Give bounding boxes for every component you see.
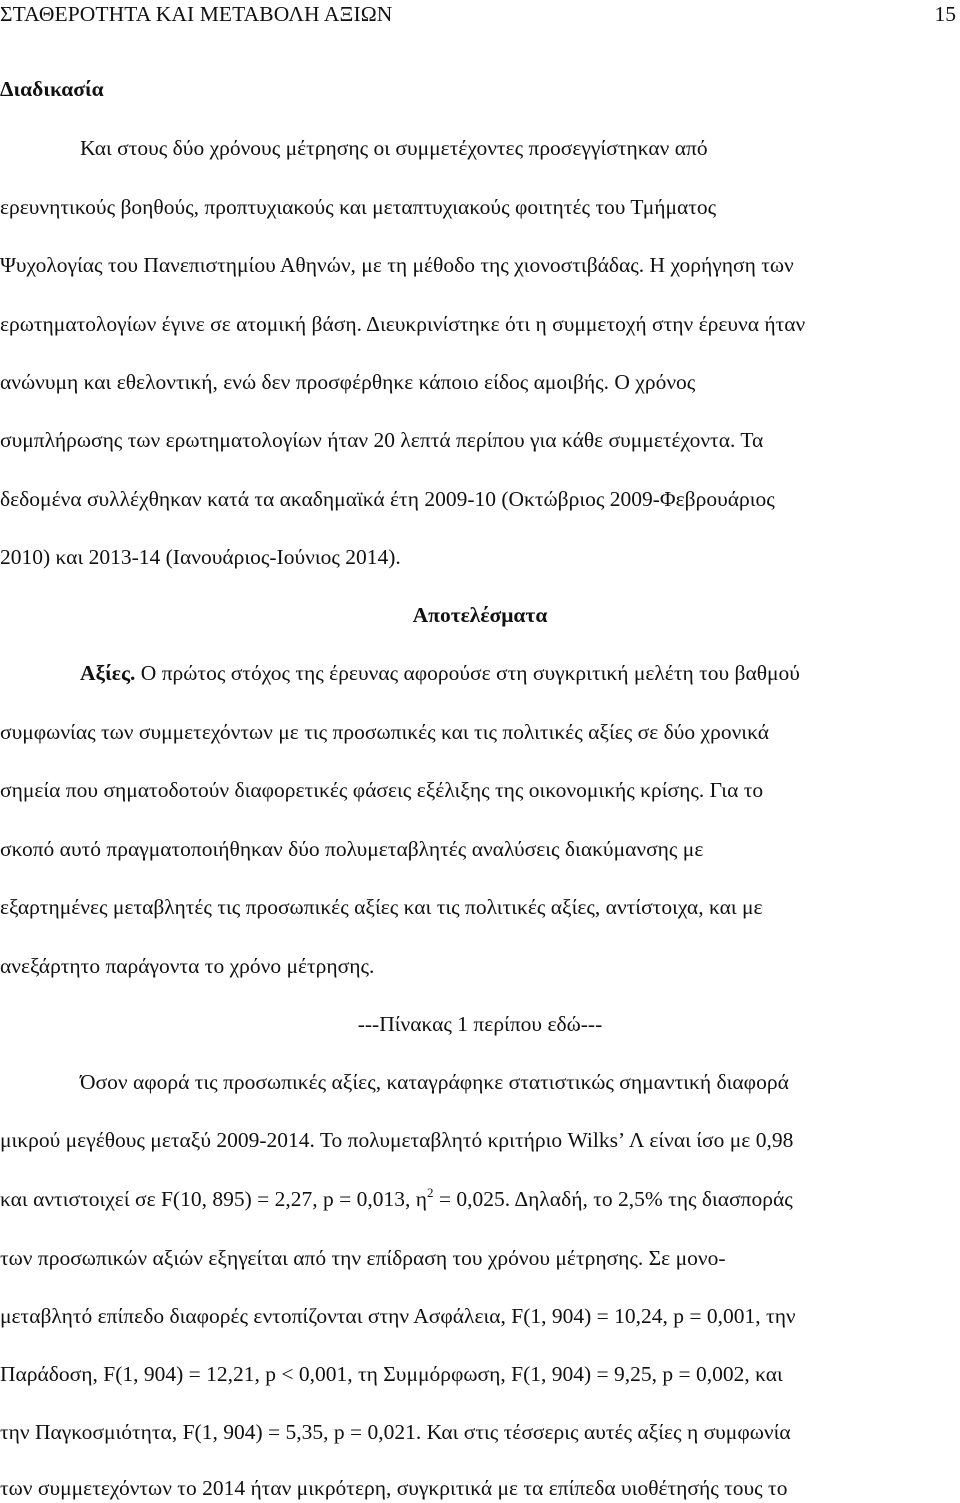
table-placeholder: ---Πίνακας 1 περίπου εδώ--- bbox=[357, 1012, 603, 1036]
closing-line: την Παγκοσμιότητα, F(1, 904) = 5,35, p = 0,021. Και στις τέσσερις αυτές αξίες η συμφωνία bbox=[0, 1420, 791, 1444]
values-line: ανεξάρτητο παράγοντα το χρόνο μέτρησης. bbox=[0, 954, 375, 978]
closing-line: Παράδοση, F(1, 904) = 12,21, p < 0,001, τη Συμμόρφωση, F(1, 904) = 9,25, p = 0,002, και bbox=[0, 1362, 783, 1386]
running-title: ΣΤΑΘΕΡΟΤΗΤΑ ΚΑΙ ΜΕΤΑΒΟΛΗ ΑΞΙΩΝ bbox=[0, 2, 393, 26]
procedure-heading: Διαδικασία bbox=[0, 77, 104, 101]
values-line: εξαρτημένες μεταβλητές τις προσωπικές αξίες και τις πολιτικές αξίες, αντίστοιχα, και με bbox=[0, 895, 763, 919]
values-line: σημεία που σηματοδοτούν διαφορετικές φάσεις εξέλιξης της οικονομικής κρίσης. Για το bbox=[0, 778, 764, 802]
values-line: σκοπό αυτό πραγματοποιήθηκαν δύο πολυμεταβλητές αναλύσεις διακύμανσης με bbox=[0, 837, 704, 861]
personal-line: Όσον αφορά τις προσωπικές αξίες, καταγράφηκε στατιστικώς σημαντική διαφορά bbox=[80, 1070, 789, 1094]
page-number: 15 bbox=[934, 2, 956, 26]
eta-line-end: = 0,025. Δηλαδή, το 2,5% της διασποράς bbox=[433, 1187, 793, 1211]
procedure-line: 2010) και 2013-14 (Ιανουάριος-Ιούνιος 2014). bbox=[0, 545, 401, 569]
procedure-line: Ψυχολογίας του Πανεπιστημίου Αθηνών, με τη μέθοδο της χιονοστιβάδας. Η χορήγηση των bbox=[0, 253, 794, 277]
procedure-line: ανώνυμη και εθελοντική, ενώ δεν προσφέρθηκε κάποιο είδος αμοιβής. Ο χρόνος bbox=[0, 370, 696, 394]
eta-line-start: και αντιστοιχεί σε F(10, 895) = 2,27, p = 0,013, η bbox=[0, 1187, 427, 1211]
procedure-line: δεδομένα συλλέχθηκαν κατά τα ακαδημαϊκά έτη 2009-10 (Οκτώβριος 2009-Φεβρουάριος bbox=[0, 487, 775, 511]
results-heading: Αποτελέσματα bbox=[412, 603, 548, 627]
personal-line: μικρού μεγέθους μεταξύ 2009-2014. Το πολυμεταβλητό κριτήριο Wilks’ Λ είναι ίσο με 0,98 bbox=[0, 1128, 794, 1152]
closing-line: των συμμετεχόντων το 2014 ήταν μικρότερη, συγκριτικά με τα επίπεδα υιοθέτησής τους το bbox=[0, 1476, 788, 1500]
eta-statistic-line bbox=[0, 1185, 793, 1211]
procedure-line: ερευνητικούς βοηθούς, προπτυχιακούς και μεταπτυχιακούς φοιτητές του Τμήματος bbox=[0, 195, 717, 219]
values-paragraph-first-line bbox=[80, 663, 800, 685]
values-subheading: Αξίες. bbox=[80, 661, 136, 685]
eta-superscript: 2 bbox=[427, 1185, 434, 1200]
procedure-line: ερωτηματολογίων έγινε σε ατομική βάση. Διευκρινίστηκε ότι η συμμετοχή στην έρευνα ήταν bbox=[0, 312, 806, 336]
closing-line: μεταβλητό επίπεδο διαφορές εντοπίζονται στην Ασφάλεια, F(1, 904) = 10,24, p = 0,001, την bbox=[0, 1304, 796, 1328]
procedure-line: συμπλήρωσης των ερωτηματολογίων ήταν 20 λεπτά περίπου για κάθε συμμετέχοντα. Τα bbox=[0, 428, 764, 452]
closing-line: των προσωπικών αξιών εξηγείται από την επίδραση του χρόνου μέτρησης. Σε μονο- bbox=[0, 1246, 726, 1270]
values-line: συμφωνίας των συμμετεχόντων με τις προσωπικές και τις πολιτικές αξίες σε δύο χρονικά bbox=[0, 720, 769, 744]
values-line-text: Ο πρώτος στόχος της έρευνας αφορούσε στη συγκριτική μελέτη του βαθμού bbox=[135, 661, 800, 685]
procedure-line: Και στους δύο χρόνους μέτρησης οι συμμετέχοντες προσεγγίστηκαν από bbox=[80, 136, 708, 160]
